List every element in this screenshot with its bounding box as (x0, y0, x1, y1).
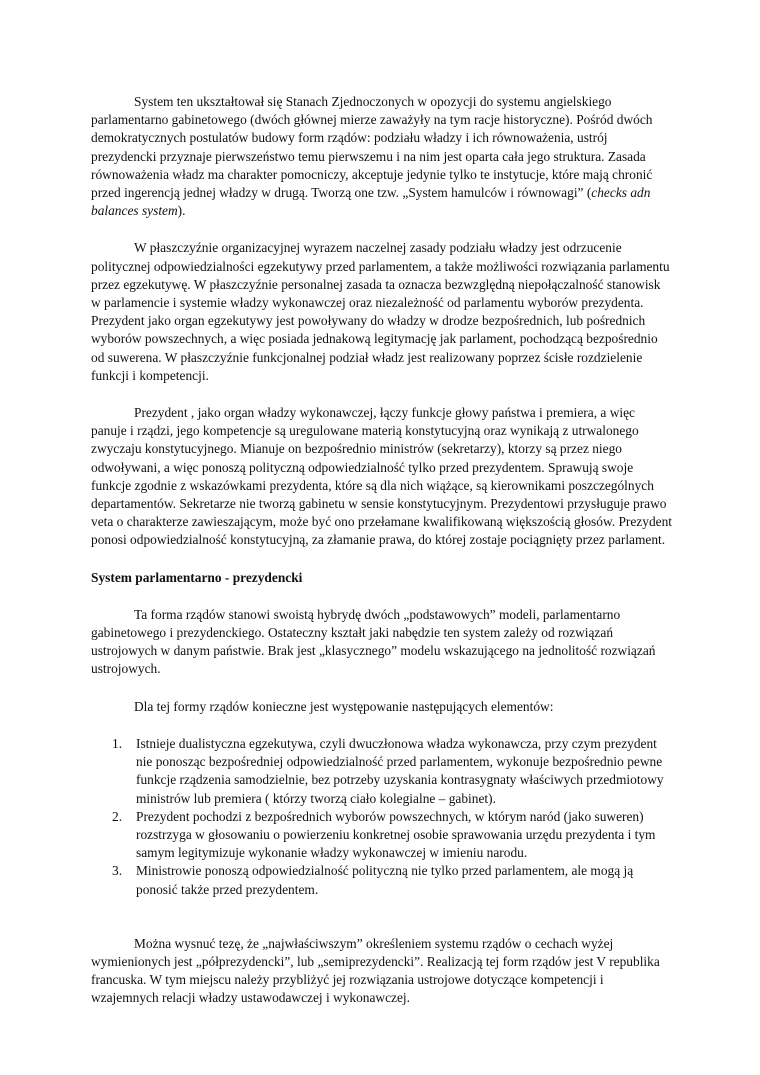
list-item-text: Prezydent pochodzi z bezpośrednich wyborów powszechnych, w którym naród (jako suweren) rozstrzyga w głosowaniu o powierzeniu konkretnej osobie sprawowania urzędu prezydenta i tym samym legitymizuje wykonanie władzy wykonawczej w imieniu narodu. (136, 808, 656, 861)
list-item (91, 735, 673, 808)
paragraph-hybrid-form: Ta forma rządów stanowi swoistą hybrydę dwóch „podstawowych” modeli, parlamentarno gabinetowego i prezydenckiego. Ostateczny kształt jaki nabędzie ten system zależy od rozwiązań ustrojowych w danym państwie. Brak jest „klasycznego” modelu wskazującego na jednolitość rozwiązań ustrojowych. (91, 606, 656, 677)
paragraph-organizational-plane: W płaszczyźnie organizacyjnej wyrazem naczelnej zasady podziału władzy jest odrzucenie politycznej odpowiedzialności egzekutywy przed parlamentem, a także możliwości rozwiązania parlamentu przez egzekutywę. W płaszczyźnie personalnej zasada ta oznacza bezwzględną niepołączalność stanowisk w parlamencie i systemie władzy wykonawczej oraz niezależność od parlamentu wyborów prezydenta. Prezydent jako organ egzekutywy jest powoływany do władzy w drodze bezpośrednich, lub pośrednich wyborów powszechnych, a więc posiada jednakową legitymację jak parlament, pochodzącą bezpośrednio od suwerena. W płaszczyźnie funkcjonalnej podział władz jest realizowany poprzez ścisłe rozdzielenie funkcji i kompetencji. (91, 240, 670, 383)
list-item-text: Istnieje dualistyczna egzekutywa, czyli dwuczłonowa władza wykonawcza, przy czym prezydent nie ponosząc bezpośredniej odpowiedzialność przed parlamentem, wykonuje bezpośrednio pewne funkcje rządzenia samodzielnie, bez potrzeby uzyskania kontrasygnaty właściwych przedmiotowy ministrów lub premiera ( którzy tworzą ciało kolegialne – gabinet). (136, 735, 664, 806)
list-item (91, 862, 673, 898)
list-item (91, 808, 673, 863)
paragraph-presidential-origin (91, 93, 673, 220)
paragraph-text-end: ). (177, 203, 186, 219)
italic-term: checks adn balances system (91, 185, 651, 219)
elements-list (91, 735, 673, 899)
paragraph-required-elements: Dla tej formy rządów konieczne jest występowanie następujących elementów: (134, 698, 554, 714)
blank-line (91, 917, 673, 935)
document-content (91, 93, 673, 1008)
paragraph-text: System ten ukształtował się Stanach Zjednoczonych w opozycji do systemu angielskiego parlamentarno gabinetowego (dwóch głównej mierze zaważyły na tym racje historyczne). Pośród dwóch demokratycznych postulatów budowy form rządów: podziału władzy i ich równoważenia, ustrój prezydencki przyznaje pierwszeństwo temu pierwszemu i na nim jest oparta cała jego struktura. Zasada równoważenia władz ma charakter pomocniczy, akceptuje jedynie tylko te instytucje, które mają chronić przed ingerencją jednej władzy w drugą. Tworzą one tzw. „System hamulców i równowagi” ( (91, 94, 653, 201)
paragraph-president-role: Prezydent , jako organ władzy wykonawczej, łączy funkcje głowy państwa i premiera, a więc panuje i rządzi, jego kompetencje są uregulowane materią konstytucyjną oraz wynikają z utrwalonego zwyczaju konstytucyjnego. Mianuje on bezpośrednio ministrów (sekretarzy), ktorzy są przez niego odwoływani, a więc ponoszą polityczną odpowiedzialność tylko przed prezydentem. Sprawują swoje funkcje zgodnie z wskazówkami prezydenta, które są dla nich wiążące, są kierownikami poszczególnych departamentów. Sekretarze nie tworzą gabinetu w sensie konstytucyjnym. Prezydentowi przysługuje prawo veta o charakterze zawieszającym, może być ono przełamane kwalifikowaną większością głosów. Prezydent ponosi odpowiedzialność konstytucyjną, za złamanie prawa, do której zostaje pociągnięty przez parlament. (91, 405, 672, 548)
list-number: 2. (112, 808, 123, 824)
section-heading: System parlamentarno - prezydencki (91, 569, 303, 585)
list-number: 3. (112, 863, 123, 879)
paragraph-semi-presidential: Można wysnuć tezę, że „najwłaściwszym” określeniem systemu rządów o cechach wyżej wymienionych jest „półprezydencki”, lub „semiprezydencki”. Realizacją tej form rządów jest V republika francuska. W tym miejscu należy przybliżyć jej rozwiązania ustrojowe dotyczące kompetencji i wzajemnych relacji władzy ustawodawczej i wykonawczej. (91, 935, 660, 1006)
list-number: 1. (112, 735, 123, 751)
list-item-text: Ministrowie ponoszą odpowiedzialność polityczną nie tylko przed parlamentem, ale mogą ją ponosić także przed prezydentem. (136, 863, 634, 897)
